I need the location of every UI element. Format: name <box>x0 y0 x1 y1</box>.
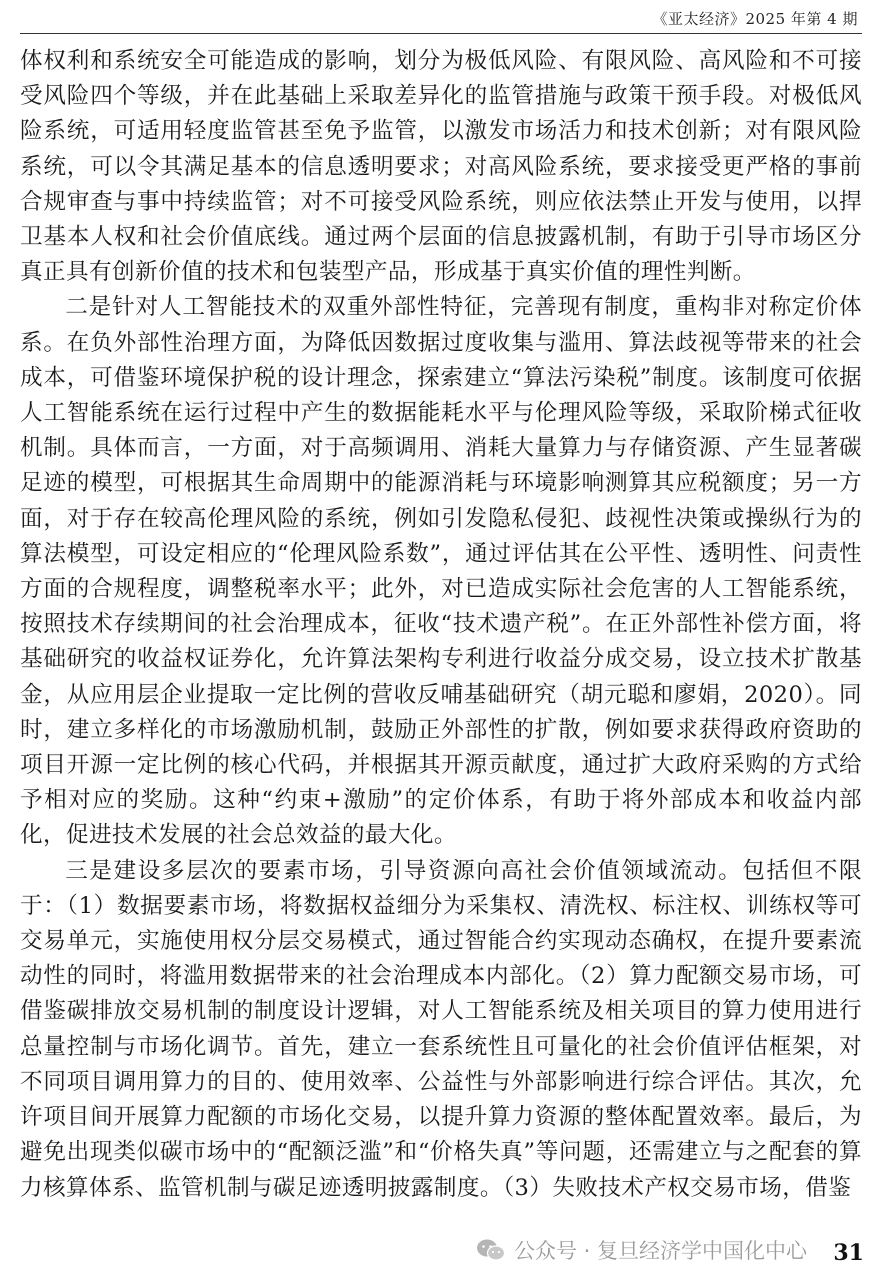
page-number: 31 <box>833 1240 864 1266</box>
wechat-watermark <box>470 1233 813 1267</box>
article-body <box>20 44 862 1206</box>
wechat-icon <box>476 1238 506 1262</box>
watermark-text: 公众号 · 复旦经济学中国化中心 <box>514 1239 808 1263</box>
paragraph-continuation: 体权利和系统安全可能造成的影响，划分为极低风险、有限风险、高风险和不可接受风险四个等级，并在此基础上采取差异化的监管措施与政策干预手段。对极低风险系统，可适用轻度监管甚至免予监管，以激发市场活力和技术创新；对有限风险系统，可以令其满足基本的信息透明要求；对高风险系统，要求接受更严格的事前合规审查与事中持续监管；对不可接受风险系统，则应依法禁止开发与使用，以捍卫基本人权和社会价值底线。通过两个层面的信息披露机制，有助于引导市场区分真正具有创新价值的技术和包装型产品，形成基于真实价值的理性判断。 <box>20 48 862 286</box>
paragraph-externality-pricing: 二是针对人工智能技术的双重外部性特征，完善现有制度，重构非对称定价体系。在负外部性治理方面，为降低因数据过度收集与滥用、算法歧视等带来的社会成本，可借鉴环境保护税的设计理念，探索建立“算法污染税”制度。该制度可依据人工智能系统在运行过程中产生的数据能耗水平与伦理风险等级，采取阶梯式征收机制。具体而言，一方面，对于高频调用、消耗大量算力与存储资源、产生显著碳足迹的模型，可根据其生命周期中的能源消耗与环境影响测算其应税额度；另一方面，对于存在较高伦理风险的系统，例如引发隐私侵犯、歧视性决策或操纵行为的算法模型，可设定相应的“伦理风险系数”，通过评估其在公平性、透明性、问责性方面的合规程度，调整税率水平；此外，对已造成实际社会危害的人工智能系统，按照技术存续期间的社会治理成本，征收“技术遗产税”。在正外部性补偿方面，将基础研究的收益权证券化，允许算法架构专利进行收益分成交易，设立技术扩散基金，从应用层企业提取一定比例的营收反哺基础研究（胡元聪和廖娟，2020）。同时，建立多样化的市场激励机制，鼓励正外部性的扩散，例如要求获得政府资助的项目开源一定比例的核心代码，并根据其开源贡献度，通过扩大政府采购的方式给予相对应的奖励。这种“约束+激励”的定价体系，有助于将外部成本和收益内部化，促进技术发展的社会总效益的最大化。 <box>20 294 862 849</box>
header-rule <box>20 33 862 34</box>
journal-header: 《亚太经济》2025 年第 4 期 <box>652 10 858 28</box>
paragraph-factor-markets: 三是建设多层次的要素市场，引导资源向高社会价值领域流动。包括但不限于：（1）数据要素市场，将数据权益细分为采集权、清洗权、标注权、训练权等可交易单元，实施使用权分层交易模式，通过智能合约实现动态确权，在提升要素流动性的同时，将滥用数据带来的社会治理成本内部化。（2）算力配额交易市场，可借鉴碳排放交易机制的制度设计逻辑，对人工智能系统及相关项目的算力使用进行总量控制与市场化调节。首先，建立一套系统性且可量化的社会价值评估框架，对不同项目调用算力的目的、使用效率、公益性与外部影响进行综合评估。其次，允许项目间开展算力配额的市场化交易，以提升算力资源的整体配置效率。最后，为避免出现类似碳市场中的“配额泛滥”和“价格失真”等问题，还需建立与之配套的算力核算体系、监管机制与碳足迹透明披露制度。（3）失败技术产权交易市场，借鉴 <box>20 857 862 1201</box>
